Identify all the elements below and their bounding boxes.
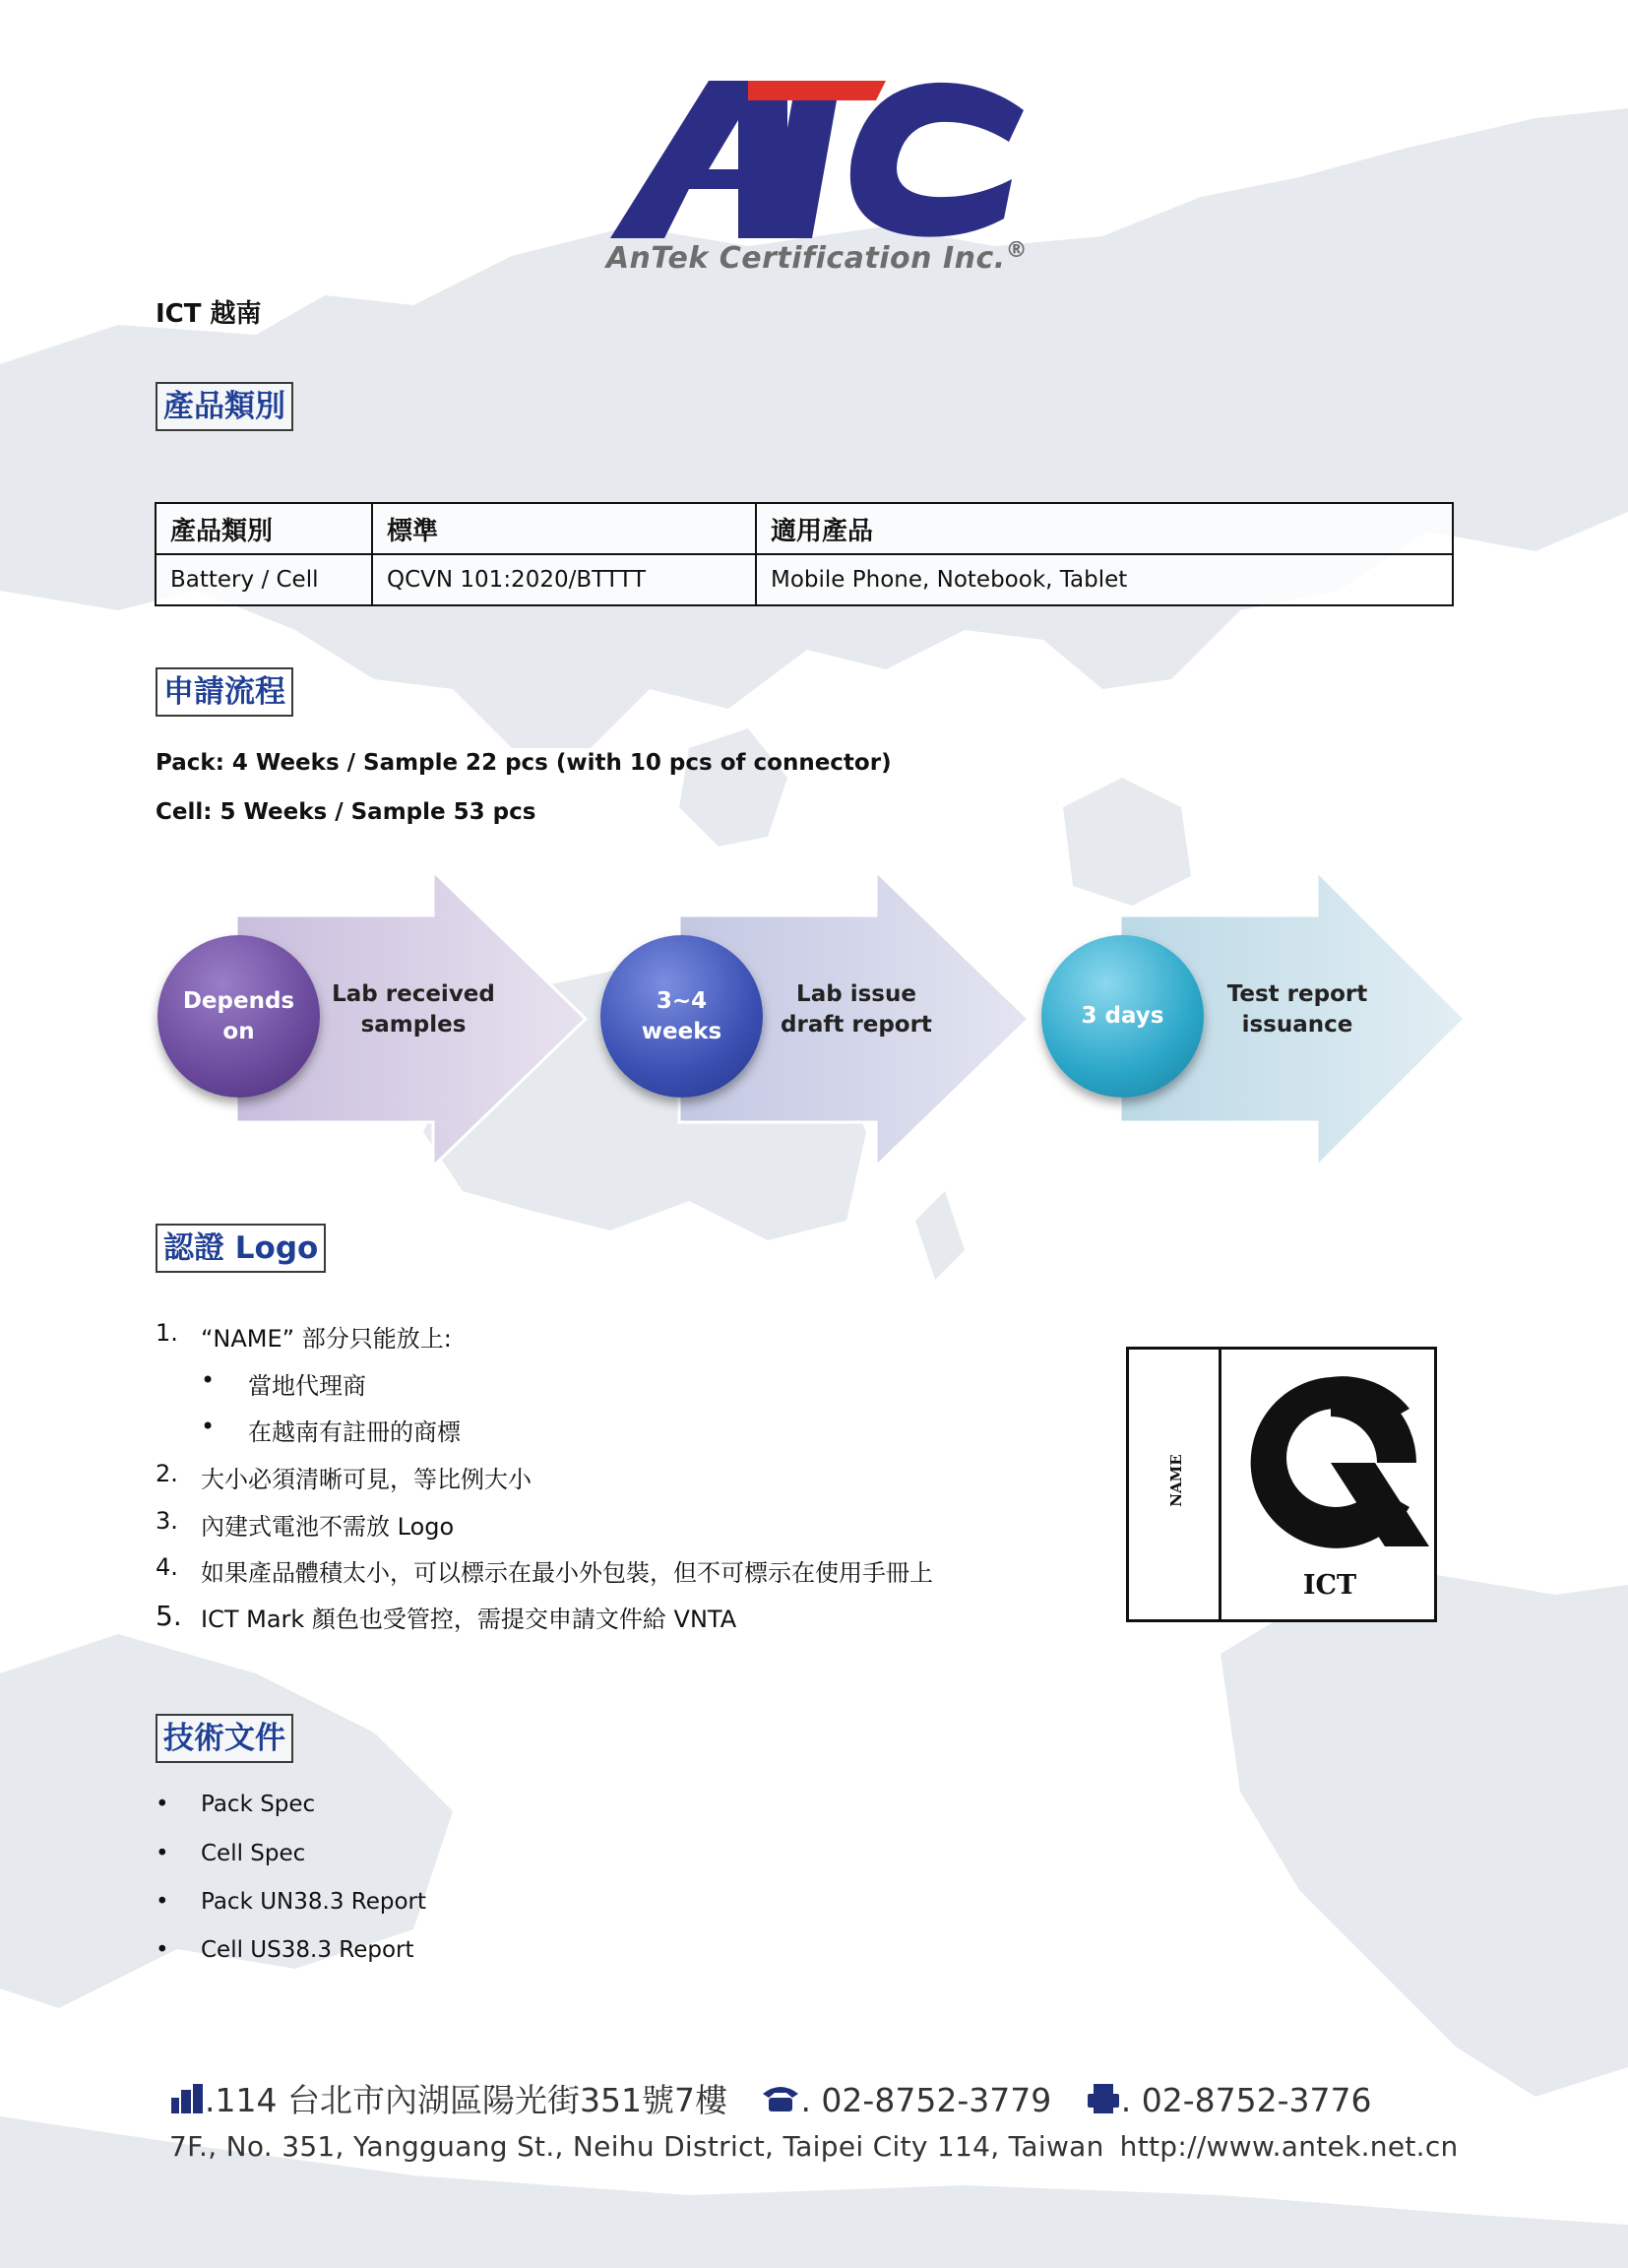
step-circle bbox=[1041, 935, 1204, 1098]
label-line: samples bbox=[360, 1012, 467, 1038]
step-label bbox=[1204, 979, 1391, 1040]
item-text: 當地代理商 bbox=[248, 1372, 366, 1400]
bullet: • bbox=[156, 1937, 169, 1963]
flow-step bbox=[148, 861, 591, 1176]
footer-phone: . 02-8752-3779 bbox=[800, 2081, 1052, 2119]
circle-line: 3 days bbox=[1081, 1003, 1164, 1029]
bullet: • bbox=[201, 1413, 216, 1440]
table-header-cell: 產品類別 bbox=[156, 503, 372, 554]
label-line: draft report bbox=[781, 1012, 932, 1038]
bullet: • bbox=[156, 1841, 169, 1866]
item-text: 大小必須清晰可見，等比例大小 bbox=[201, 1466, 532, 1493]
item-text: ICT Mark 顏色也受管控，需提交申請文件給 VNTA bbox=[201, 1606, 737, 1633]
item-text: “NAME” 部分只能放上: bbox=[201, 1325, 452, 1353]
label-line: Lab issue bbox=[796, 981, 916, 1007]
section-title-tech-docs: 技術文件 bbox=[156, 1714, 293, 1763]
footer-address-zh: .114 台北市內湖區陽光街351號7樓 bbox=[205, 2081, 727, 2119]
cell-requirement: Cell: 5 Weeks / Sample 53 pcs bbox=[156, 799, 536, 825]
circle-line: on bbox=[222, 1018, 255, 1044]
process-flow bbox=[148, 861, 1467, 1176]
item-text: Pack Spec bbox=[201, 1792, 316, 1817]
flow-step bbox=[591, 861, 1033, 1176]
company-name bbox=[600, 238, 1033, 276]
mark-name-label: NAME bbox=[1167, 1454, 1185, 1507]
footer-contact bbox=[169, 2075, 1478, 2121]
bullet: • bbox=[201, 1366, 216, 1394]
step-circle bbox=[600, 935, 763, 1098]
item-number: 5. bbox=[156, 1600, 182, 1632]
footer-address-line bbox=[169, 2130, 1459, 2163]
ict-mark-image bbox=[1126, 1347, 1437, 1622]
table-cell: Mobile Phone, Notebook, Tablet bbox=[756, 554, 1453, 605]
mark-ict-label: ICT bbox=[1302, 1570, 1357, 1601]
step-circle bbox=[157, 935, 320, 1098]
section-title-product-category: 產品類別 bbox=[156, 382, 293, 431]
label-line: Lab received bbox=[332, 981, 495, 1007]
item-number: 2. bbox=[156, 1460, 178, 1487]
step-label bbox=[763, 979, 950, 1040]
table-header-row bbox=[156, 503, 1453, 554]
item-text: Cell US38.3 Report bbox=[201, 1937, 414, 1963]
table-cell: QCVN 101:2020/BTTTT bbox=[372, 554, 756, 605]
footer-address-en: 7F., No. 351, Yangguang St., Neihu District, Taipei City 114, Taiwan bbox=[169, 2130, 1104, 2163]
footer-fax: . 02-8752-3776 bbox=[1120, 2081, 1372, 2119]
page-title: ICT 越南 bbox=[156, 299, 262, 329]
pack-requirement: Pack: 4 Weeks / Sample 22 pcs (with 10 pcs of connector) bbox=[156, 750, 892, 776]
mark-divider bbox=[1219, 1350, 1221, 1619]
flow-step bbox=[1032, 861, 1474, 1176]
ict-symbol-icon bbox=[1227, 1359, 1434, 1566]
item-number: 1. bbox=[156, 1319, 178, 1347]
label-line: issuance bbox=[1241, 1012, 1353, 1038]
item-number: 3. bbox=[156, 1507, 178, 1535]
registered-mark: ® bbox=[1005, 238, 1029, 263]
fax-icon bbox=[1086, 2083, 1121, 2121]
footer-url-link[interactable]: http://www.antek.net.cn bbox=[1119, 2130, 1459, 2163]
company-logo bbox=[591, 71, 1043, 287]
item-number: 4. bbox=[156, 1553, 178, 1581]
step-label bbox=[320, 979, 507, 1040]
table-cell: Battery / Cell bbox=[156, 554, 372, 605]
circle-line: Depends bbox=[182, 987, 295, 1014]
circle-line: 3~4 bbox=[656, 987, 708, 1014]
item-text: 如果產品體積太小，可以標示在最小外包裝，但不可標示在使用手冊上 bbox=[201, 1559, 933, 1587]
table-header-cell: 適用產品 bbox=[756, 503, 1453, 554]
product-table bbox=[155, 502, 1454, 606]
item-text: Pack UN38.3 Report bbox=[201, 1889, 427, 1915]
circle-line: weeks bbox=[641, 1018, 722, 1044]
table-header-cell: 標準 bbox=[372, 503, 756, 554]
bullet: • bbox=[156, 1792, 169, 1817]
item-text: 內建式電池不需放 Logo bbox=[201, 1513, 455, 1541]
bullet: • bbox=[156, 1889, 169, 1915]
company-name-text: AnTek Certification Inc. bbox=[605, 241, 1006, 276]
building-icon bbox=[169, 2083, 205, 2121]
item-text: Cell Spec bbox=[201, 1841, 306, 1866]
phone-icon bbox=[761, 2083, 800, 2121]
label-line: Test report bbox=[1226, 981, 1368, 1007]
section-title-application-flow: 申請流程 bbox=[156, 667, 293, 717]
item-text: 在越南有註冊的商標 bbox=[248, 1418, 461, 1446]
section-title-cert-logo: 認證 Logo bbox=[156, 1224, 326, 1273]
atc-logo-mark bbox=[591, 71, 1043, 248]
table-row bbox=[156, 554, 1453, 605]
